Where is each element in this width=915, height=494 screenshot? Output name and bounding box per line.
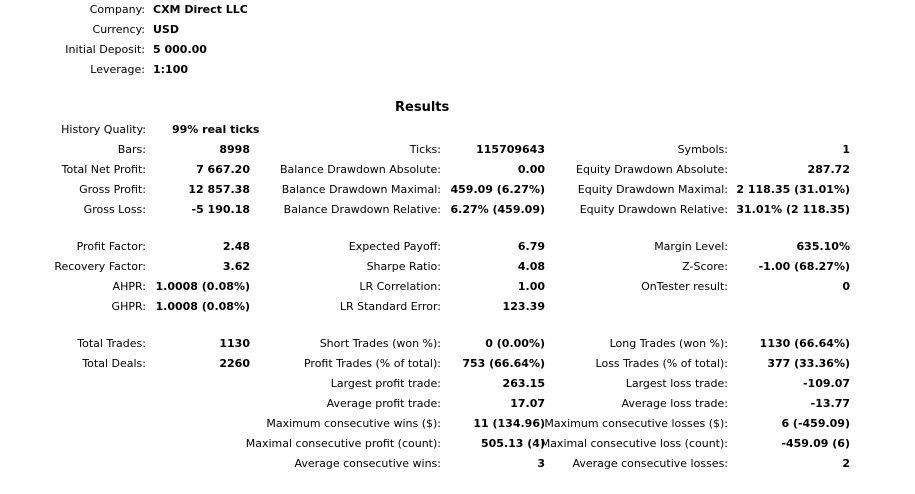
initial-deposit-label: Initial Deposit: [65, 43, 145, 56]
stat-value: 3 [537, 457, 545, 470]
stat-label: Maximal consecutive loss (count): [540, 437, 728, 450]
stat-label: Total Net Profit: [61, 163, 146, 176]
stat-value: -459.09 (6) [781, 437, 850, 450]
stat-label: Average consecutive losses: [572, 457, 728, 470]
stat-label: Total Deals: [82, 357, 146, 370]
history-quality-label: History Quality: [61, 123, 146, 136]
stat-label: LR Standard Error: [339, 300, 441, 313]
stat-value: 1 [842, 143, 850, 156]
stat-label: Profit Factor: [76, 240, 146, 253]
stat-label: Maximum consecutive wins ($): [266, 417, 441, 430]
stat-value: 4.08 [517, 260, 545, 273]
stat-label: OnTester result: [641, 280, 728, 293]
stat-value: 2 [842, 457, 850, 470]
stat-value: 1.0008 (0.08%) [155, 280, 250, 293]
stat-label: Equity Drawdown Maximal: [577, 183, 728, 196]
stat-label: AHPR: [112, 280, 146, 293]
stat-label: Expected Payoff: [348, 240, 441, 253]
stat-label: Z-Score: [682, 260, 728, 273]
stat-value: 6.27% (459.09) [450, 203, 545, 216]
stat-value: 377 (33.36%) [767, 357, 850, 370]
stat-label: Loss Trades (% of total): [595, 357, 728, 370]
stat-value: 2.48 [222, 240, 250, 253]
stat-value: 0.00 [517, 163, 545, 176]
stat-value: 1.00 [517, 280, 545, 293]
stat-value: 1.0008 (0.08%) [155, 300, 250, 313]
stat-value: 8998 [219, 143, 250, 156]
stat-value: 0 (0.00%) [485, 337, 545, 350]
currency-value: USD [153, 23, 179, 36]
stat-value: 123.39 [502, 300, 545, 313]
currency-label: Currency: [92, 23, 145, 36]
stat-value: 12 857.38 [188, 183, 250, 196]
stat-label: Bars: [117, 143, 146, 156]
stat-label: Largest profit trade: [330, 377, 441, 390]
stat-label: LR Correlation: [359, 280, 441, 293]
stat-label: Average consecutive wins: [294, 457, 441, 470]
stat-label: Gross Profit: [79, 183, 146, 196]
stat-value: 459.09 (6.27%) [450, 183, 545, 196]
leverage-value: 1:100 [153, 63, 189, 76]
stat-label: Average loss trade: [621, 397, 728, 410]
stat-value: 115709643 [476, 143, 545, 156]
stat-label: Balance Drawdown Maximal: [281, 183, 441, 196]
stat-label: Total Trades: [77, 337, 146, 350]
company-value: CXM Direct LLC [153, 3, 248, 16]
stat-label: Ticks: [409, 143, 441, 156]
stat-label: Sharpe Ratio: [366, 260, 441, 273]
history-quality-value: 99% real ticks [172, 123, 260, 136]
stat-value: -13.77 [810, 397, 850, 410]
results-title: Results [395, 100, 450, 115]
stat-label: GHPR: [111, 300, 146, 313]
stat-value: 2 118.35 (31.01%) [736, 183, 850, 196]
stat-label: Equity Drawdown Absolute: [576, 163, 728, 176]
stat-label: Balance Drawdown Relative: [283, 203, 441, 216]
stat-value: 1130 (66.64%) [759, 337, 850, 350]
stat-label: Balance Drawdown Absolute: [279, 163, 441, 176]
stat-value: 753 (66.64%) [462, 357, 545, 370]
initial-deposit-value: 5 000.00 [153, 43, 207, 56]
stat-label: Long Trades (won %): [609, 337, 728, 350]
leverage-label: Leverage: [90, 63, 145, 76]
stat-label: Margin Level: [654, 240, 728, 253]
stat-value: 263.15 [502, 377, 545, 390]
stat-value: 7 667.20 [196, 163, 250, 176]
stat-value: 17.07 [510, 397, 545, 410]
stat-value: 505.13 (4) [481, 437, 545, 450]
company-label: Company: [89, 3, 145, 16]
stat-value: 6 (-459.09) [781, 417, 850, 430]
stat-value: 2260 [219, 357, 250, 370]
stat-value: 11 (134.96) [473, 417, 545, 430]
stat-value: 31.01% (2 118.35) [736, 203, 850, 216]
stat-value: -109.07 [802, 377, 850, 390]
stat-value: 6.79 [517, 240, 545, 253]
stat-label: Gross Loss: [83, 203, 146, 216]
stat-value: -5 190.18 [191, 203, 250, 216]
stat-label: Average profit trade: [326, 397, 441, 410]
stat-label: Short Trades (won %): [319, 337, 441, 350]
stat-label: Maximal consecutive profit (count): [245, 437, 441, 450]
stat-label: Profit Trades (% of total): [303, 357, 441, 370]
stat-label: Recovery Factor: [54, 260, 146, 273]
stat-value: 287.72 [807, 163, 850, 176]
stat-value: 1130 [219, 337, 250, 350]
stat-value: 3.62 [222, 260, 250, 273]
stat-label: Largest loss trade: [625, 377, 728, 390]
stat-label: Symbols: [677, 143, 728, 156]
stat-value: 635.10% [796, 240, 850, 253]
stat-value: -1.00 (68.27%) [758, 260, 850, 273]
stat-label: Equity Drawdown Relative: [579, 203, 728, 216]
stat-value: 0 [842, 280, 850, 293]
stat-label: Maximum consecutive losses ($): [544, 417, 728, 430]
